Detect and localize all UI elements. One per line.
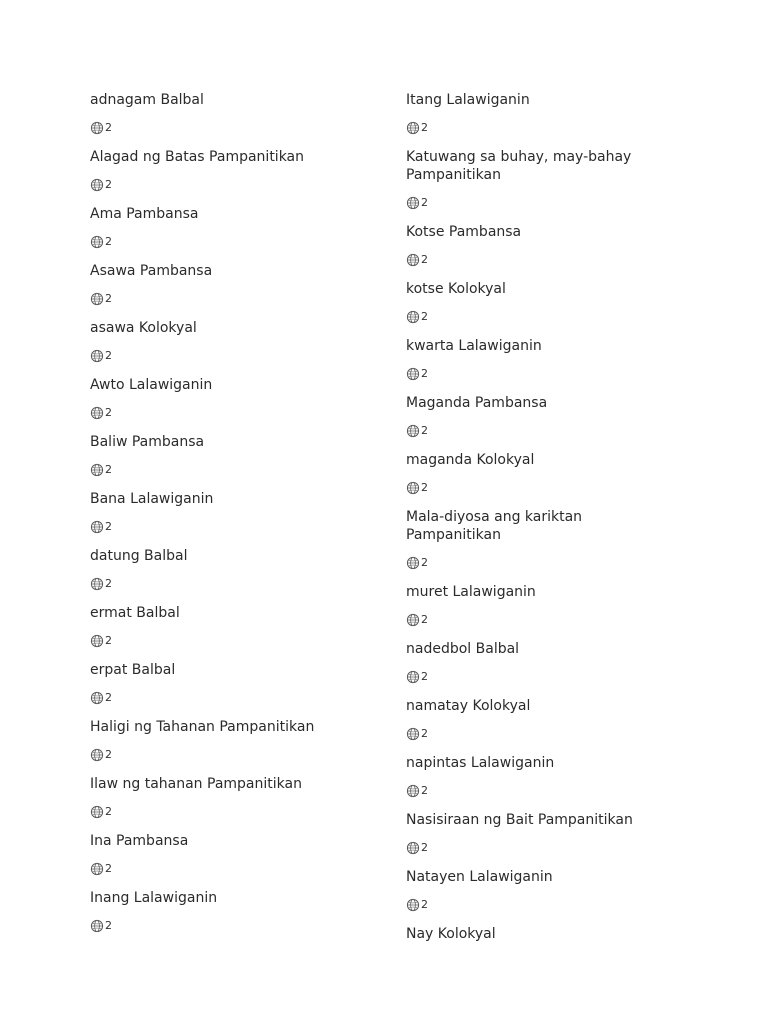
entry xyxy=(90,489,390,536)
count-value: 2 xyxy=(421,556,428,569)
globe-icon xyxy=(90,121,104,135)
globe-icon xyxy=(90,406,104,420)
entry xyxy=(406,393,666,440)
count-value: 2 xyxy=(421,253,428,266)
entry xyxy=(90,432,390,479)
term-text: Baliw Pambansa xyxy=(90,434,205,450)
entry xyxy=(90,888,390,935)
globe-icon xyxy=(406,253,420,267)
globe-icon xyxy=(90,235,104,249)
count-row xyxy=(90,119,390,137)
entry xyxy=(406,336,666,383)
term-text: Ama Pambansa xyxy=(90,206,199,222)
term-text: Alagad ng Batas Pampanitikan xyxy=(90,149,305,165)
globe-icon xyxy=(90,292,104,306)
right-column xyxy=(406,90,666,943)
count-value: 2 xyxy=(421,784,428,797)
count-value: 2 xyxy=(421,424,428,437)
term-text: Ilaw ng tahanan Pampanitikan xyxy=(90,776,302,792)
globe-icon xyxy=(90,463,104,477)
term-text: kotse Kolokyal xyxy=(406,281,506,297)
count-row xyxy=(90,518,390,536)
entry xyxy=(406,507,666,572)
globe-icon xyxy=(406,481,420,495)
globe-icon xyxy=(406,841,420,855)
count-row xyxy=(406,896,666,914)
entry xyxy=(90,90,390,137)
entry xyxy=(90,774,390,821)
term-text: datung Balbal xyxy=(90,548,188,564)
count-row xyxy=(90,176,390,194)
entry xyxy=(90,717,390,764)
count-row xyxy=(90,803,390,821)
count-row xyxy=(90,233,390,251)
term-text: napintas Lalawiganin xyxy=(406,755,555,771)
globe-icon xyxy=(406,784,420,798)
entry xyxy=(406,222,666,269)
entry xyxy=(90,375,390,422)
term-text: kwarta Lalawiganin xyxy=(406,338,542,354)
globe-icon xyxy=(90,634,104,648)
term-text: adnagam Balbal xyxy=(90,92,204,108)
count-value: 2 xyxy=(105,862,112,875)
count-value: 2 xyxy=(105,292,112,305)
count-row xyxy=(90,746,390,764)
entry xyxy=(90,546,390,593)
term-text: Awto Lalawiganin xyxy=(90,377,213,393)
count-value: 2 xyxy=(105,691,112,704)
term-text: Haligi ng Tahanan Pampanitikan xyxy=(90,719,315,735)
count-value: 2 xyxy=(105,805,112,818)
globe-icon xyxy=(90,178,104,192)
globe-icon xyxy=(406,727,420,741)
entry xyxy=(90,603,390,650)
count-value: 2 xyxy=(105,463,112,476)
globe-icon xyxy=(90,805,104,819)
count-value: 2 xyxy=(105,748,112,761)
globe-icon xyxy=(90,748,104,762)
count-value: 2 xyxy=(105,235,112,248)
count-value: 2 xyxy=(421,898,428,911)
entry xyxy=(406,147,666,212)
count-row xyxy=(406,365,666,383)
count-value: 2 xyxy=(105,406,112,419)
entry xyxy=(406,810,666,857)
entry xyxy=(406,639,666,686)
entry xyxy=(406,90,666,137)
entry xyxy=(406,867,666,914)
globe-icon xyxy=(406,121,420,135)
count-value: 2 xyxy=(105,349,112,362)
term-text: asawa Kolokyal xyxy=(90,320,197,336)
globe-icon xyxy=(90,862,104,876)
entry xyxy=(90,204,390,251)
count-value: 2 xyxy=(105,520,112,533)
count-value: 2 xyxy=(421,367,428,380)
entry xyxy=(406,582,666,629)
globe-icon xyxy=(406,367,420,381)
term-text: Katuwang sa buhay, may-bahay Pampanitikan xyxy=(406,149,632,183)
count-value: 2 xyxy=(105,121,112,134)
entry xyxy=(90,318,390,365)
count-row xyxy=(90,461,390,479)
globe-icon xyxy=(90,520,104,534)
count-row xyxy=(406,308,666,326)
term-text: muret Lalawiganin xyxy=(406,584,536,600)
count-row xyxy=(406,611,666,629)
count-row xyxy=(406,725,666,743)
count-row xyxy=(90,917,390,935)
count-row xyxy=(406,668,666,686)
entry xyxy=(406,753,666,800)
term-text: Maganda Pambansa xyxy=(406,395,548,411)
term-text: ermat Balbal xyxy=(90,605,180,621)
count-row xyxy=(406,422,666,440)
globe-icon xyxy=(90,691,104,705)
count-row xyxy=(406,119,666,137)
count-value: 2 xyxy=(421,727,428,740)
count-row xyxy=(90,632,390,650)
entry xyxy=(90,831,390,878)
count-value: 2 xyxy=(421,481,428,494)
term-text: Nasisiraan ng Bait Pampanitikan xyxy=(406,812,633,828)
entry xyxy=(90,261,390,308)
term-text: Mala-diyosa ang kariktan Pampanitikan xyxy=(406,509,583,543)
entry xyxy=(406,450,666,497)
globe-icon xyxy=(406,424,420,438)
globe-icon xyxy=(406,556,420,570)
count-value: 2 xyxy=(105,634,112,647)
term-text: Itang Lalawiganin xyxy=(406,92,530,108)
entry xyxy=(406,696,666,743)
term-text: namatay Kolokyal xyxy=(406,698,531,714)
term-text: maganda Kolokyal xyxy=(406,452,535,468)
entry xyxy=(90,660,390,707)
count-row xyxy=(406,554,666,572)
count-row xyxy=(90,860,390,878)
term-text: Bana Lalawiganin xyxy=(90,491,214,507)
count-row xyxy=(406,839,666,857)
count-row xyxy=(90,290,390,308)
globe-icon xyxy=(406,613,420,627)
count-row xyxy=(406,194,666,212)
count-row xyxy=(90,575,390,593)
globe-icon xyxy=(406,898,420,912)
count-value: 2 xyxy=(105,178,112,191)
term-text: nadedbol Balbal xyxy=(406,641,520,657)
term-text: erpat Balbal xyxy=(90,662,176,678)
entry xyxy=(406,924,666,943)
count-value: 2 xyxy=(421,121,428,134)
left-column xyxy=(90,90,390,945)
count-value: 2 xyxy=(421,841,428,854)
globe-icon xyxy=(90,349,104,363)
globe-icon xyxy=(90,919,104,933)
count-value: 2 xyxy=(421,670,428,683)
count-value: 2 xyxy=(421,196,428,209)
globe-icon xyxy=(90,577,104,591)
term-text: Inang Lalawiganin xyxy=(90,890,218,906)
count-row xyxy=(406,782,666,800)
term-text: Asawa Pambansa xyxy=(90,263,213,279)
count-row xyxy=(406,479,666,497)
count-value: 2 xyxy=(421,613,428,626)
count-value: 2 xyxy=(421,310,428,323)
count-row xyxy=(90,689,390,707)
entry xyxy=(406,279,666,326)
count-row xyxy=(90,404,390,422)
term-text: Natayen Lalawiganin xyxy=(406,869,553,885)
entry xyxy=(90,147,390,194)
globe-icon xyxy=(406,670,420,684)
count-value: 2 xyxy=(105,577,112,590)
count-row xyxy=(90,347,390,365)
term-text: Kotse Pambansa xyxy=(406,224,522,240)
count-value: 2 xyxy=(105,919,112,932)
term-text: Ina Pambansa xyxy=(90,833,189,849)
globe-icon xyxy=(406,196,420,210)
count-row xyxy=(406,251,666,269)
globe-icon xyxy=(406,310,420,324)
term-text: Nay Kolokyal xyxy=(406,926,496,942)
